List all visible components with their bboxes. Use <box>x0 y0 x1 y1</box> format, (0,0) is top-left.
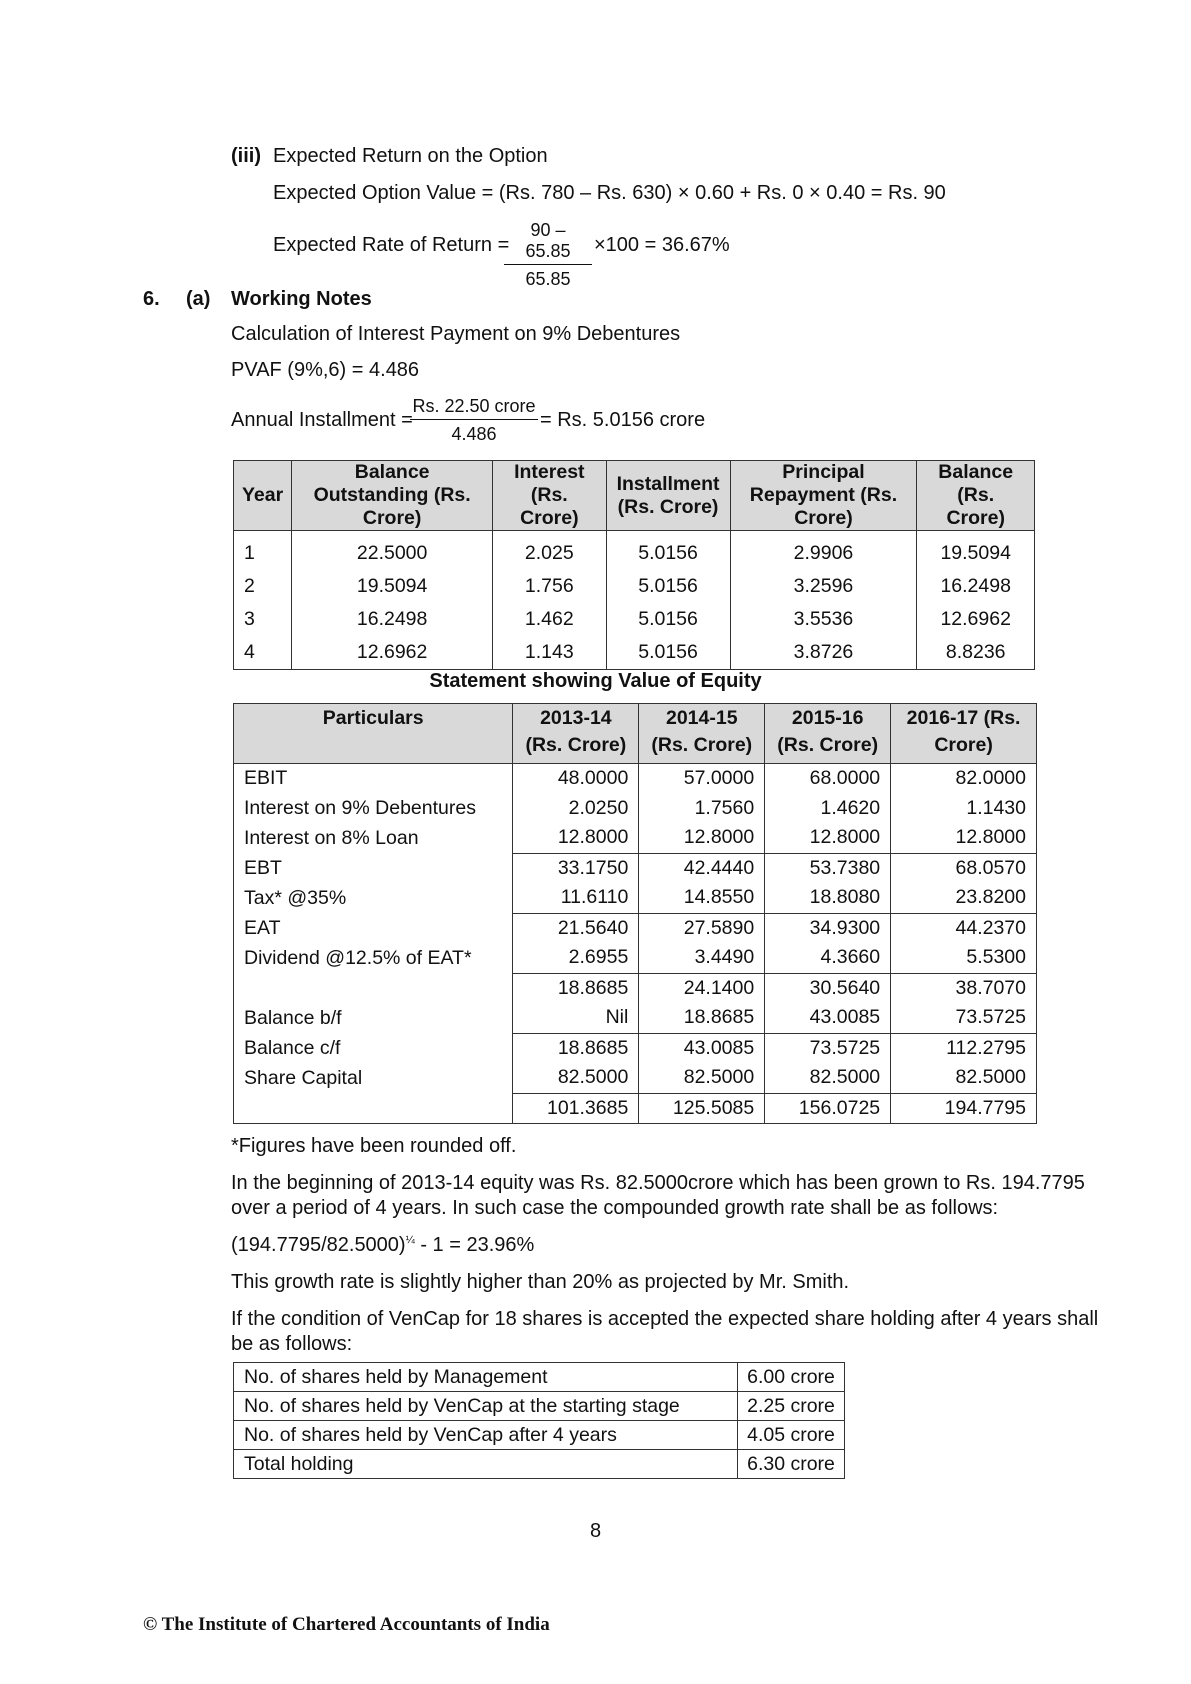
expected-option-value: Expected Option Value = (Rs. 780 – Rs. 630) × 0.60 + Rs. 0 × 0.40 = Rs. 90 <box>273 182 946 204</box>
question-part: (a) <box>186 288 211 310</box>
table-row <box>234 1421 845 1450</box>
table-cell: 1.7560 <box>639 794 765 824</box>
table-row <box>234 1003 1037 1033</box>
table-cell: 12.6962 <box>292 636 493 670</box>
working-notes-heading: Working Notes <box>231 288 372 310</box>
table-cell: No. of shares held by VenCap after 4 years <box>234 1421 738 1450</box>
page-number: 8 <box>589 1520 602 1542</box>
table-cell: 48.0000 <box>513 764 639 794</box>
table-cell: 2.0250 <box>513 794 639 824</box>
footer-copyright: © The Institute of Chartered Accountants of India <box>143 1614 550 1635</box>
table-cell: 11.6110 <box>513 883 639 913</box>
table-cell: 23.8200 <box>891 883 1037 913</box>
table-cell: EAT <box>234 913 513 943</box>
section-iii-label: (iii) <box>231 145 261 167</box>
table-cell: 82.0000 <box>891 764 1037 794</box>
table-cell: 1.756 <box>493 570 607 603</box>
table-cell: 16.2498 <box>917 570 1035 603</box>
table-cell: No. of shares held by VenCap at the starting stage <box>234 1392 738 1421</box>
col-header-interest: Interest (Rs. Crore) <box>493 461 607 531</box>
table-cell: EBT <box>234 853 513 883</box>
col-header-year: Year <box>234 461 292 531</box>
table-cell: No. of shares held by Management <box>234 1363 738 1392</box>
table-cell: 6.00 crore <box>738 1363 845 1392</box>
share-holding-table <box>233 1362 845 1479</box>
table-cell: 4 <box>234 636 292 670</box>
table-cell: 6.30 crore <box>738 1450 845 1479</box>
equity-table-title: Statement showing Value of Equity <box>429 670 762 692</box>
table-cell: 12.6962 <box>917 603 1035 636</box>
table-cell: 12.8000 <box>513 823 639 853</box>
pvaf-line: PVAF (9%,6) = 4.486 <box>231 359 420 381</box>
table-cell: 4.3660 <box>765 943 891 973</box>
table-cell: 82.5000 <box>513 1063 639 1093</box>
table-cell: 1 <box>234 531 292 571</box>
table-cell: 19.5094 <box>292 570 493 603</box>
installment-result: = Rs. 5.0156 crore <box>540 409 706 431</box>
table-cell: 1.143 <box>493 636 607 670</box>
table-row <box>234 570 1035 603</box>
table-cell: 4.05 crore <box>738 1421 845 1450</box>
table-cell: 12.8000 <box>891 823 1037 853</box>
table-row <box>234 764 1037 794</box>
formula-exponent: ¼ <box>405 1234 415 1247</box>
table-cell: 27.5890 <box>639 913 765 943</box>
rate-of-return-label: Expected Rate of Return = <box>273 234 510 256</box>
table-cell: 2.9906 <box>730 531 917 571</box>
table-cell: Share Capital <box>234 1063 513 1093</box>
table-cell: 18.8685 <box>513 973 639 1003</box>
table-cell: 1.1430 <box>891 794 1037 824</box>
table-row <box>234 1450 845 1479</box>
formula-rest: - 1 = 23.96% <box>414 1234 535 1256</box>
table-cell: Balance c/f <box>234 1033 513 1063</box>
col-header-balance-outstanding: Balance Outstanding (Rs. Crore) <box>292 461 493 531</box>
table-cell: 5.0156 <box>606 603 730 636</box>
table-cell: 2.6955 <box>513 943 639 973</box>
table-cell: 18.8685 <box>513 1033 639 1063</box>
table-row <box>234 973 1037 1003</box>
col-header-2015-16: 2015-16 (Rs. Crore) <box>765 704 891 764</box>
col-header-balance: Balance (Rs. Crore) <box>917 461 1035 531</box>
table-row <box>234 636 1035 670</box>
table-cell: 3.2596 <box>730 570 917 603</box>
table-cell: 42.4440 <box>639 853 765 883</box>
table-cell: 5.0156 <box>606 570 730 603</box>
col-header-particulars: Particulars <box>234 704 513 764</box>
table-cell: 19.5094 <box>917 531 1035 571</box>
table-row <box>234 913 1037 943</box>
table-cell: 194.7795 <box>891 1093 1037 1124</box>
growth-comparison: This growth rate is slightly higher than 20% as projected by Mr. Smith. <box>231 1271 850 1293</box>
growth-formula <box>231 1234 534 1257</box>
col-header-2013-14: 2013-14 (Rs. Crore) <box>513 704 639 764</box>
table-cell: 5.0156 <box>606 636 730 670</box>
table-cell: 33.1750 <box>513 853 639 883</box>
table-cell: Tax* @35% <box>234 883 513 913</box>
table-cell: 18.8080 <box>765 883 891 913</box>
table-cell: 14.8550 <box>639 883 765 913</box>
table-cell: 73.5725 <box>765 1033 891 1063</box>
table-cell: 82.5000 <box>639 1063 765 1093</box>
col-header-2016-17: 2016-17 (Rs. Crore) <box>891 704 1037 764</box>
table-cell: 44.2370 <box>891 913 1037 943</box>
table-cell: 156.0725 <box>765 1093 891 1124</box>
table-cell: Interest on 9% Debentures <box>234 794 513 824</box>
table-cell: 21.5640 <box>513 913 639 943</box>
installment-denominator: 4.486 <box>451 424 497 444</box>
table-cell: 57.0000 <box>639 764 765 794</box>
table-cell: 82.5000 <box>765 1063 891 1093</box>
table-cell: 22.5000 <box>292 531 493 571</box>
table-cell: 2 <box>234 570 292 603</box>
table-row <box>234 531 1035 571</box>
col-header-installment: Installment (Rs. Crore) <box>606 461 730 531</box>
rounded-note: *Figures have been rounded off. <box>231 1135 517 1157</box>
table-cell: 53.7380 <box>765 853 891 883</box>
table-cell: 24.1400 <box>639 973 765 1003</box>
table-cell: 5.0156 <box>606 531 730 571</box>
table-cell: 16.2498 <box>292 603 493 636</box>
table-cell: 125.5085 <box>639 1093 765 1124</box>
col-header-principal-repayment: Principal Repayment (Rs. Crore) <box>730 461 917 531</box>
table-cell: 3.5536 <box>730 603 917 636</box>
table-row <box>234 853 1037 883</box>
table-row <box>234 943 1037 973</box>
table-cell: 1.4620 <box>765 794 891 824</box>
table-cell: 30.5640 <box>765 973 891 1003</box>
table-row <box>234 823 1037 853</box>
calculation-title: Calculation of Interest Payment on 9% Debentures <box>231 323 681 345</box>
table-cell: Nil <box>513 1003 639 1033</box>
table-cell: 5.5300 <box>891 943 1037 973</box>
table-cell: 3.8726 <box>730 636 917 670</box>
table-cell: EBIT <box>234 764 513 794</box>
table-cell: 34.9300 <box>765 913 891 943</box>
table-row <box>234 883 1037 913</box>
section-iii-title: Expected Return on the Option <box>273 145 548 167</box>
table-cell: Balance b/f <box>234 1003 513 1033</box>
condition-paragraph-line-2: be as follows: <box>231 1333 353 1355</box>
table-cell: 112.2795 <box>891 1033 1037 1063</box>
table-row <box>234 1033 1037 1063</box>
equity-statement-table <box>233 703 1037 1124</box>
table-cell: 82.5000 <box>891 1063 1037 1093</box>
table-cell: 2.25 crore <box>738 1392 845 1421</box>
table-cell <box>234 973 513 1003</box>
table-cell: Dividend @12.5% of EAT* <box>234 943 513 973</box>
table-cell: 3.4490 <box>639 943 765 973</box>
table-cell: 101.3685 <box>513 1093 639 1124</box>
question-number: 6. <box>143 288 160 310</box>
table-row <box>234 794 1037 824</box>
rate-numerator: 90 – 65.85 <box>504 220 592 265</box>
table-cell: 3 <box>234 603 292 636</box>
installment-label: Annual Installment = <box>231 409 413 431</box>
installment-numerator: Rs. 22.50 crore <box>410 396 538 420</box>
table-cell: Total holding <box>234 1450 738 1479</box>
table-cell: 18.8685 <box>639 1003 765 1033</box>
table-header-row <box>234 461 1035 531</box>
table-row <box>234 1392 845 1421</box>
table-cell: 8.8236 <box>917 636 1035 670</box>
installment-fraction <box>410 396 538 445</box>
table-row <box>234 603 1035 636</box>
table-cell: 1.462 <box>493 603 607 636</box>
table-cell: 12.8000 <box>639 823 765 853</box>
table-row <box>234 1063 1037 1093</box>
interest-schedule-table <box>233 460 1035 670</box>
rate-denominator: 65.85 <box>525 269 571 289</box>
table-cell: 12.8000 <box>765 823 891 853</box>
growth-paragraph-line-2: over a period of 4 years. In such case the compounded growth rate shall be as follows: <box>231 1197 999 1219</box>
table-cell: 38.7070 <box>891 973 1037 1003</box>
formula-base: (194.7795/82.5000) <box>231 1234 406 1256</box>
rate-result: ×100 = 36.67% <box>594 234 730 256</box>
col-header-2014-15: 2014-15 (Rs. Crore) <box>639 704 765 764</box>
table-cell: Interest on 8% Loan <box>234 823 513 853</box>
growth-paragraph-line-1: In the beginning of 2013-14 equity was Rs. 82.5000crore which has been grown to Rs. 194.7795 <box>231 1172 1085 1194</box>
table-row <box>234 1363 845 1392</box>
table-cell: 43.0085 <box>639 1033 765 1063</box>
table-cell: 68.0570 <box>891 853 1037 883</box>
rate-fraction <box>504 220 592 290</box>
table-cell: 2.025 <box>493 531 607 571</box>
condition-paragraph-line-1: If the condition of VenCap for 18 shares is accepted the expected share holding after 4 years shall <box>231 1308 1099 1330</box>
table-cell: 68.0000 <box>765 764 891 794</box>
table-cell: 43.0085 <box>765 1003 891 1033</box>
table-header-row <box>234 704 1037 764</box>
table-row <box>234 1093 1037 1124</box>
table-cell: 73.5725 <box>891 1003 1037 1033</box>
table-cell <box>234 1093 513 1124</box>
